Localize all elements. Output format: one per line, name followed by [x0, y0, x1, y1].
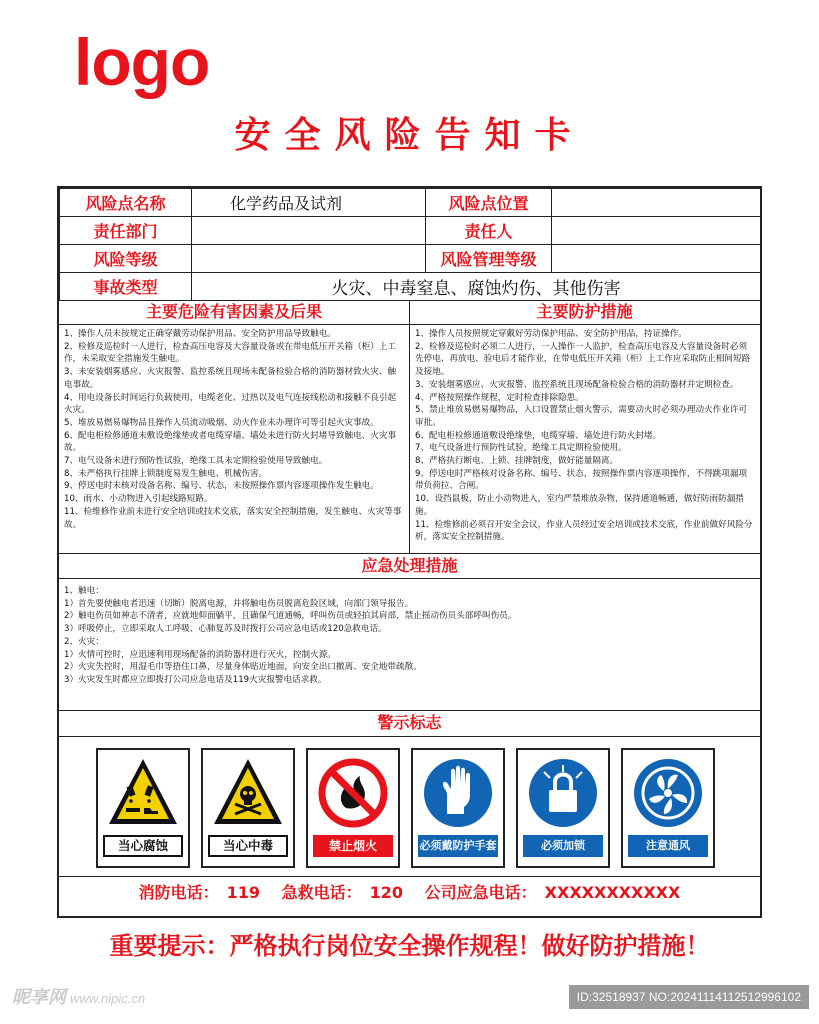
hazard-item: 2、检修及巡检时一人进行，检查高压电容及大容量设备或在带电低压开关箱（柜）上工作，未采取安全措施发生触电。 — [64, 341, 397, 365]
fire-phone-label: 消防电话： — [138, 883, 219, 902]
measures-list — [415, 328, 755, 544]
page-title: 安全风险告知卡 — [234, 115, 585, 156]
corrosion-warning-icon — [106, 756, 180, 828]
emergency-item: 3）呼吸停止，立即采取人工呼吸、心肺复苏及时拨打公司应急电话或120急救电话。 — [64, 624, 387, 635]
emergency-list — [64, 585, 754, 687]
sign-label: 当心腐蚀 — [103, 835, 183, 857]
fire-phone — [135, 883, 264, 902]
risk-point-name-label: 风险点名称 — [60, 189, 192, 217]
hazards-heading: 主要危险有害因素及后果 — [145, 302, 322, 321]
watermark-site-name: 昵享网 — [12, 987, 66, 1007]
divider — [59, 876, 760, 877]
hazards-list — [64, 328, 404, 531]
hazard-item: 4、用电设备长时间运行负载使用，电缆老化、过热以及电气连接线松动和接触不良引起火灾。 — [64, 392, 397, 416]
risk-point-location-label: 风险点位置 — [426, 189, 552, 217]
risk-mgmt-level-value — [552, 245, 761, 273]
measure-item: 10、设挡鼠板，防止小动物进入，室内严禁堆放杂物，保持通道畅通，做好防雨防漏措施。 — [415, 494, 744, 517]
must-lock-icon — [526, 756, 600, 828]
measure-item: 1、操作人员按照规定穿戴好劳动保护用品、安全防护用品，持证操作。 — [415, 329, 687, 339]
company-phone-number: XXXXXXXXXXX — [544, 883, 681, 902]
responsible-person-value — [552, 217, 761, 245]
hazard-item: 7、电气设备未进行预防性试验，绝缘工具未定期检验使用导致触电。 — [64, 456, 328, 467]
risk-level-value — [192, 245, 426, 273]
measure-item: 11、检维修前必须召开安全会议，作业人员经过安全培训或技术交底，作业前做好风险分析，落实安全控制措施。 — [415, 519, 753, 543]
emergency-item: 3）火灾发生时都应立即拨打公司应急电话及119火灾报警电话求救。 — [64, 674, 327, 685]
column-divider — [409, 300, 410, 553]
measure-item: 2、检修及巡检时必须二人进行，一人操作一人监护，检查高压电容及大容量设备时必须先停电、再放电、验电后才能作业，在带电低压开关箱（柜）上工作应采取防止相间短路及接地。 — [415, 341, 751, 378]
hazard-item: 3、未安装烟雾感应、火灾报警、监控系统且现场未配备检验合格的消防器材致火灾、触电事故。 — [64, 367, 397, 390]
department-value — [192, 217, 426, 245]
accident-type-label: 事故类型 — [60, 273, 192, 301]
sign-ventilation — [621, 748, 715, 868]
sign-lock — [516, 748, 610, 868]
warning-signs — [96, 748, 726, 868]
measures-heading: 主要防护措施 — [536, 302, 633, 321]
divider — [59, 578, 760, 579]
emergency-item: 1、触电： — [64, 586, 104, 596]
risk-point-name-value: 化学药品及试剂 — [192, 189, 426, 217]
emergency-item: 1）首先要使触电者迅速（切断）脱离电源，并将触电伤员脱离危险区域，向部门领导报告。 — [64, 598, 414, 609]
signs-heading: 警示标志 — [377, 713, 442, 732]
measure-item: 4、严格按照操作规程，定时检查排除隐患。 — [415, 392, 584, 403]
responsible-person-label: 责任人 — [426, 217, 552, 245]
emergency-item: 2）火灾失控时，用湿毛巾等捂住口鼻，尽量身体贴近地面，向安全出口撤离、安全地带疏散。 — [64, 662, 422, 673]
company-phone — [421, 883, 685, 902]
sign-label: 注意通风 — [628, 835, 708, 857]
info-table — [59, 188, 761, 301]
hazard-item: 11、检维修作业前未进行安全培训或技术交底，落实安全控制措施，发生触电、火灾等事故。 — [64, 506, 402, 530]
ambulance-phone-number: 120 — [369, 883, 404, 902]
poison-warning-icon — [211, 756, 285, 828]
measure-item: 5、禁止堆放易燃易爆物品，入口设置禁止烟火警示，需要动火时必须办理动火作业许可审批。 — [415, 405, 748, 428]
measure-item: 8、严格执行断电、上锁、挂牌制度，做好能量隔离。 — [415, 456, 619, 467]
company-logo: logo — [74, 25, 210, 99]
hazard-item: 9、停送电时未核对设备名称、编号、状态，未按照操作票内容逐项操作发生触电。 — [64, 481, 379, 492]
risk-point-location-value — [552, 189, 761, 217]
measure-item: 9、停送电时严格核对设备名称、编号、状态，按照操作票内容逐项操作，不得跳项漏项带负荷拉、合闸。 — [415, 468, 748, 492]
sign-label: 必须加锁 — [523, 835, 603, 857]
watermark-id: ID:32518937 NO:20241114112512996102 — [569, 985, 809, 1009]
divider — [59, 736, 760, 737]
watermark-site — [12, 985, 145, 1011]
hazard-item: 6、配电柜检修通道未敷设绝缘垫或者电缆穿墙、墙处未进行防火封堵导致触电、火灾事故。 — [64, 430, 397, 454]
emergency-item: 1）火情可控时，应迅速利用现场配备的消防器材进行灭火，控制火源。 — [64, 649, 336, 660]
sign-label: 禁止烟火 — [313, 835, 393, 857]
accident-type-value: 火灾、中毒窒息、腐蚀灼伤、其他伤害 — [192, 273, 761, 301]
emergency-item: 2）触电伤员如神志不清者，应就地仰面躺平，且确保气道通畅，呼叫伤员或轻拍其肩部，禁止摇动伤员头部呼叫伤员。 — [64, 611, 517, 622]
measure-item: 3、安装烟雾感应、火灾报警、监控系统且现场配备检验合格的消防器材并定期检查。 — [415, 379, 739, 390]
risk-level-label: 风险等级 — [60, 245, 192, 273]
sign-label: 必须戴防护手套 — [418, 835, 498, 857]
emergency-heading: 应急处理措施 — [361, 556, 458, 575]
hazard-item: 8、未严格执行挂牌上锁制度易发生触电、机械伤害。 — [64, 468, 268, 479]
wear-gloves-icon — [421, 756, 495, 828]
sign-corrosion — [96, 748, 190, 868]
ventilation-icon — [631, 756, 705, 828]
company-phone-label: 公司应急电话： — [424, 883, 537, 902]
risk-mgmt-level-label: 风险管理等级 — [426, 245, 552, 273]
sign-label: 当心中毒 — [208, 835, 288, 857]
fire-phone-number: 119 — [226, 883, 261, 902]
hazard-item: 10、雨水、小动物进入引起线路短路。 — [64, 494, 213, 505]
department-label: 责任部门 — [60, 217, 192, 245]
measure-item: 6、配电柜检修通道敷设绝缘垫，电缆穿墙、墙处进行防火封堵。 — [415, 430, 662, 441]
hazard-item: 1、操作人员未按规定正确穿戴劳动保护用品、安全防护用品导致触电。 — [64, 329, 336, 339]
emergency-item: 2、火灾： — [64, 636, 104, 647]
watermark-site-url: www.nipic.cn — [70, 991, 146, 1006]
hazard-item: 5、堆放易燃易爆物品且操作人员流动吸烟、动火作业未办理许可等引起火灾事故。 — [64, 417, 379, 428]
ambulance-phone — [278, 883, 407, 902]
sign-poison — [201, 748, 295, 868]
sign-no-fire — [306, 748, 400, 868]
sign-gloves — [411, 748, 505, 868]
measure-item: 7、电气设备进行预防性试验，绝缘工具定期检验使用。 — [415, 443, 627, 454]
important-tip: 重要提示：严格执行岗位安全操作规程！做好防护措施！ — [109, 932, 710, 960]
ambulance-phone-label: 急救电话： — [281, 883, 362, 902]
risk-card — [57, 186, 762, 918]
phone-bar — [59, 878, 760, 908]
no-fire-icon — [316, 756, 390, 828]
